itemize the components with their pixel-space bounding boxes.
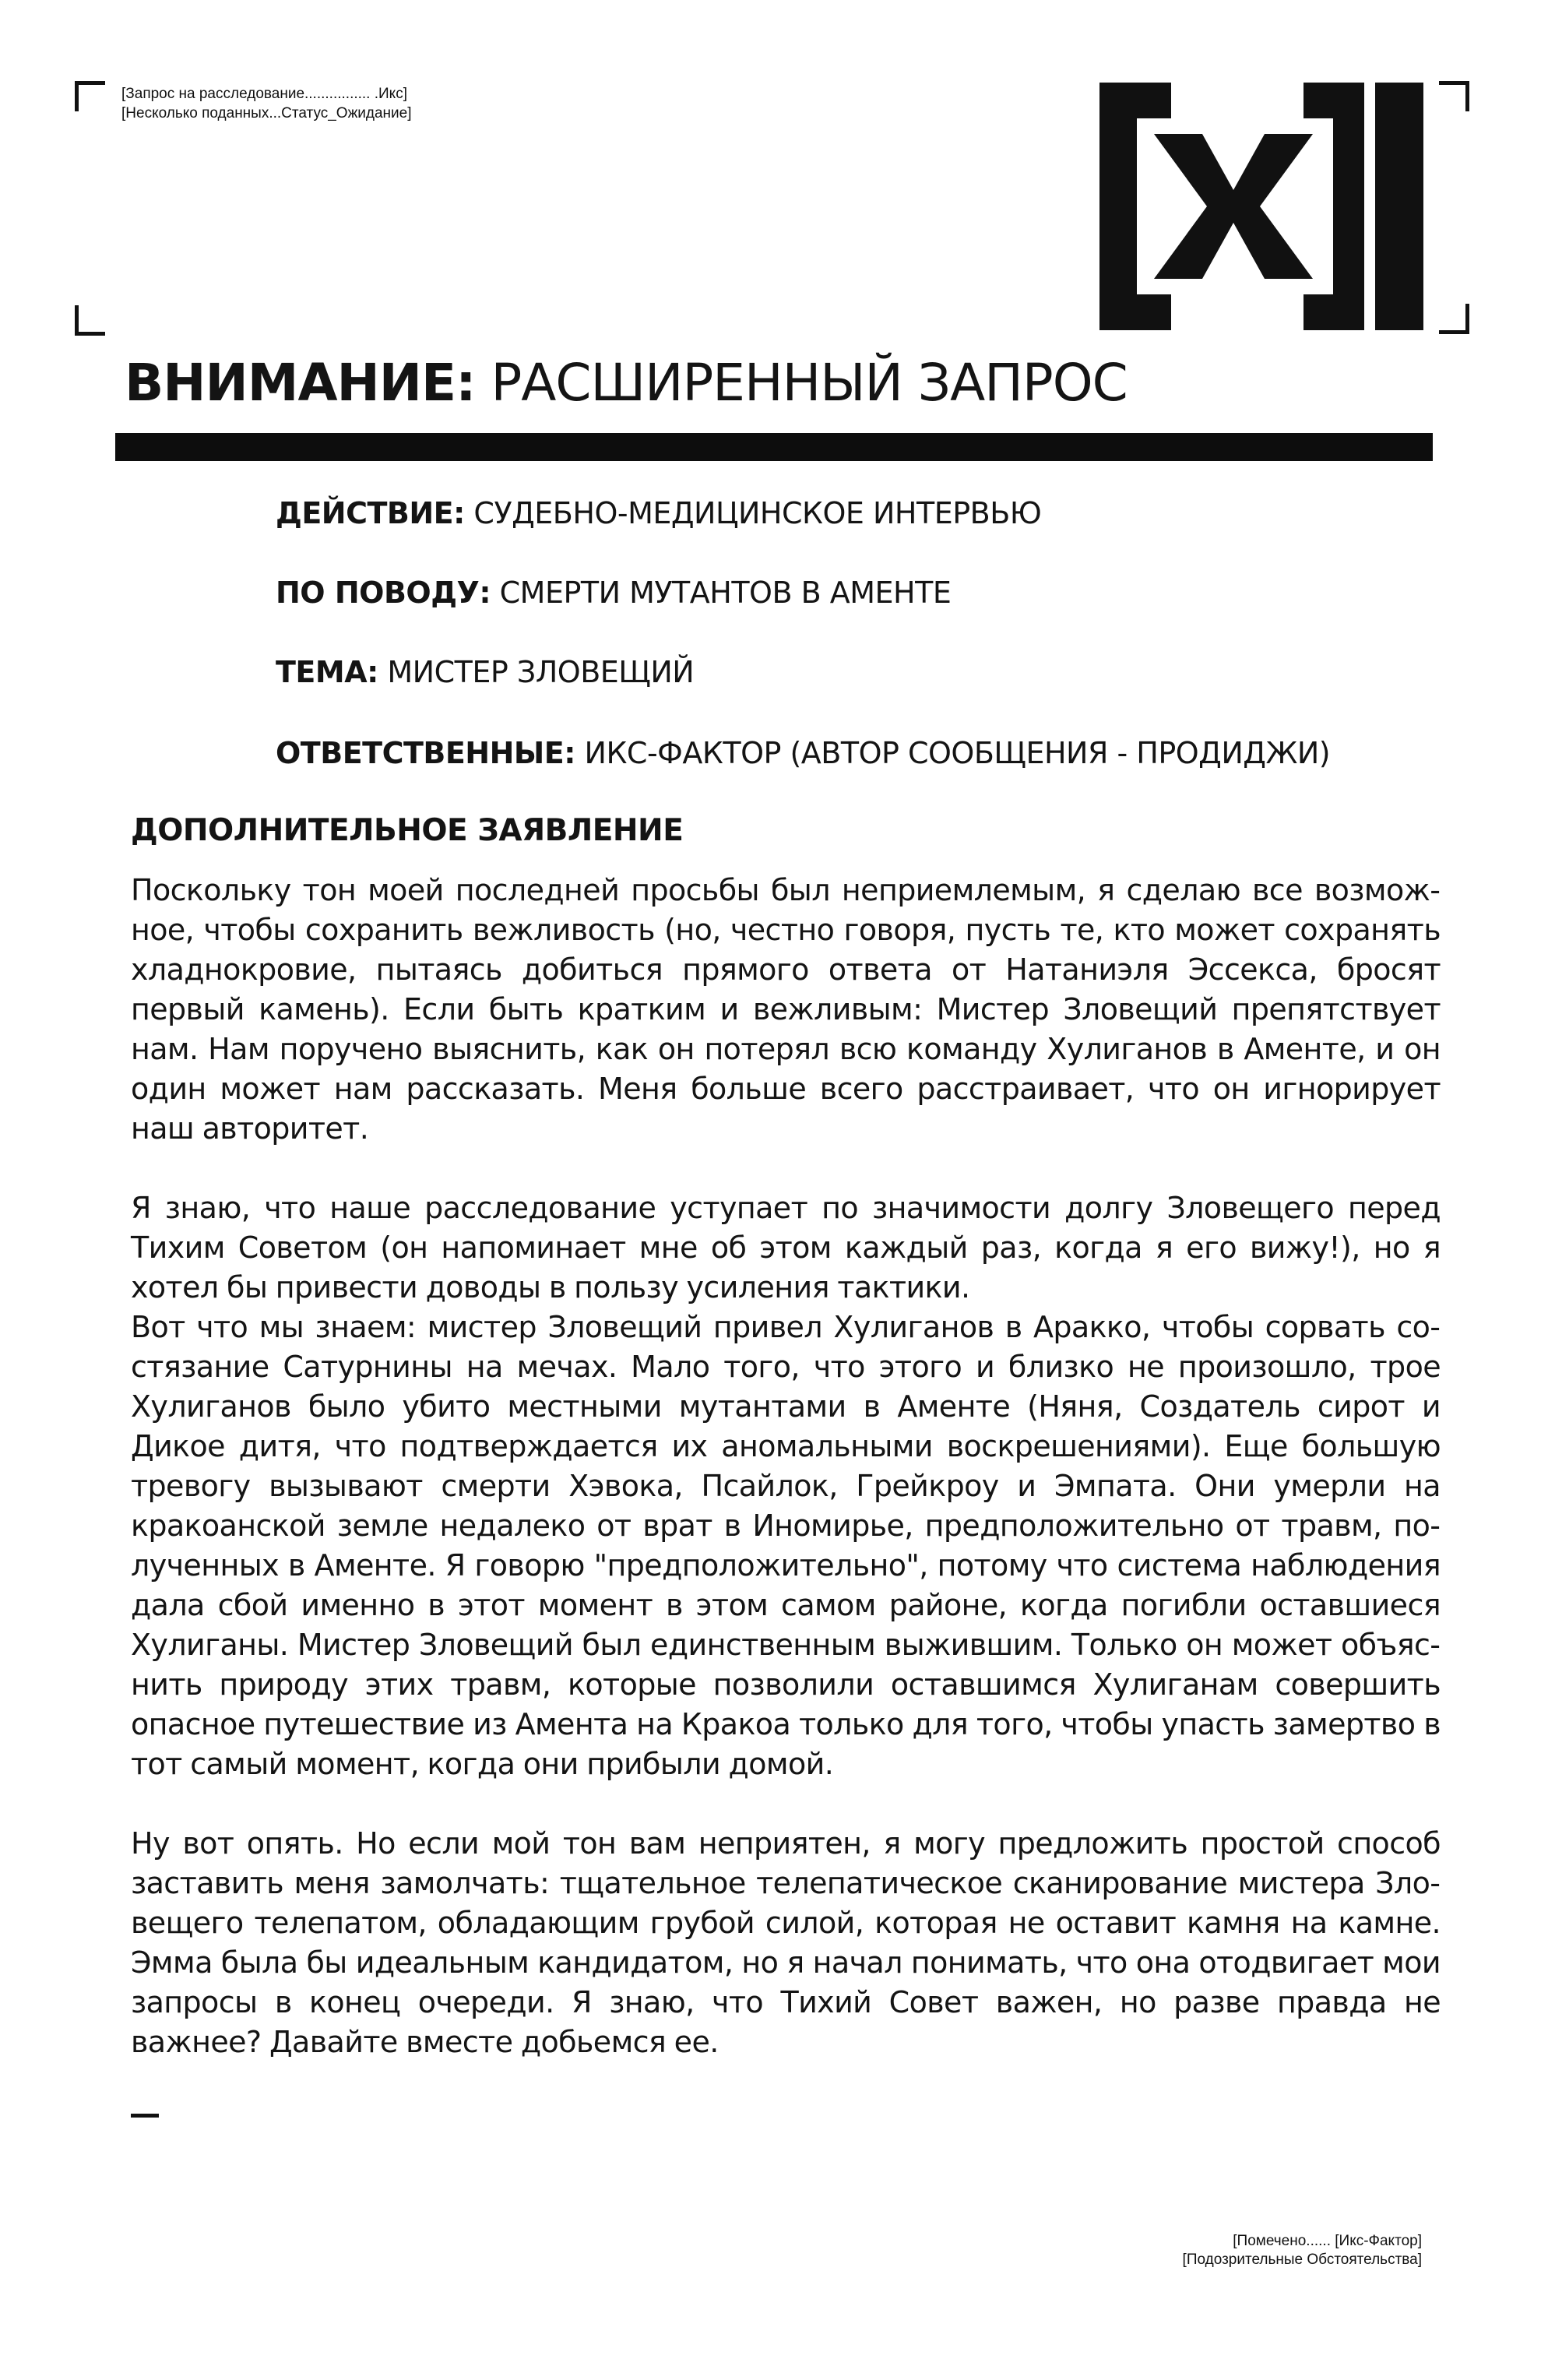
corner-bracket-top-left: [75, 81, 105, 111]
field-value: ИКС-ФАКТОР (АВТОР СООБЩЕНИЯ - ПРОДИДЖИ): [575, 736, 1331, 770]
field-regarding: [276, 573, 951, 612]
field-value: СМЕРТИ МУТАНТОВ В АМЕНТЕ: [491, 576, 952, 610]
corner-bracket-bottom-left: [75, 305, 105, 336]
field-label: ПО ПОВОДУ:: [276, 576, 491, 610]
field-label: ДЕЙСТВИЕ:: [276, 496, 465, 530]
title-keyword: ВНИМАНИЕ:: [125, 353, 476, 413]
title-rest: РАСШИРЕННЫЙ ЗАПРОС: [475, 353, 1128, 413]
footer-line-circumstances: [Подозрительные Обстоятельства]: [1182, 2251, 1422, 2268]
field-value: МИСТЕР ЗЛОВЕЩИЙ: [378, 655, 695, 689]
statement-paragraph: Я знаю, что наше расследование уступает по значимости долгу Зловещего перед Тихим Советом (он напоминает мне об этом каждый раз, когда я его вижу!), но я хотел бы привести доводы в пользу усиления тактики.: [131, 1191, 1441, 1304]
statement-paragraph: Вот что мы знаем: мистер Зловещий привел Хулиганов в Аракко, чтобы сорвать состязание Сатурнины на мечах. Мало того, что этого и близко не произошло, трое Хулиганов было убито местными мутантами в Аменте (Няня, Создатель сирот и Дикое дитя, что подтверждается их аномальными воскрешениями). Еще большую тревогу вызывают смерти Хэвока, Псайлок, Грейкроу и Эмпата. Они умерли на кракоанской земле недалеко от врат в Иномирье, предположительно от травм, полученных в Аменте. Я говорю "предположительно", потому что система наблюдения дала сбой именно в этот момент в этом самом районе, когда погибли оставшиеся Хулиганы. Мистер Зловещий был единственным выжившим. Только он может объяснить природу этих травм, которые позволили оставшимся Хулиганам совершить опасное путешествие из Амента на Кракоа только для того, чтобы упасть замертво в тот самый момент, когда они прибыли домой.: [131, 1310, 1441, 1781]
statement-paragraph: Ну вот опять. Но если мой тон вам неприятен, я могу предложить простой способ заставить меня замолчать: тщательное телепатическое сканирование мистера Зловещего телепатом, обладающим грубой силой, которая не оставит камня на камне. Эмма была бы идеальным кандидатом, но я начал понимать, что она отодвигает мои запросы в конец очереди. Я знаю, что Тихий Совет важен, но разве правда не важнее? Давайте вместе добьемся ее.: [131, 1826, 1441, 2059]
footer-meta: [1183, 2232, 1422, 2269]
x-factor-logo-icon: [1099, 83, 1423, 330]
statement-heading: ДОПОЛНИТЕЛЬНОЕ ЗАЯВЛЕНИЕ: [131, 813, 684, 848]
field-value: СУДЕБНО-МЕДИЦИНСКОЕ ИНТЕРВЬЮ: [464, 496, 1042, 530]
page-title: [125, 352, 1128, 414]
corner-bracket-top-right: [1439, 81, 1469, 111]
meta-line-status: [Несколько поданных...Статус_Ожидание]: [121, 105, 412, 121]
header-meta: [121, 84, 412, 123]
field-responsible: [276, 734, 1330, 773]
signature-dash: [131, 2114, 159, 2118]
field-subject: [276, 653, 694, 692]
footer-line-flagged: [Помечено...... [Икс-Фактор]: [1233, 2233, 1422, 2249]
field-label: ТЕМА:: [276, 655, 378, 689]
title-underline-bar: [115, 433, 1433, 461]
meta-line-request: [Запрос на расследование................ .Икс]: [121, 86, 407, 102]
statement-paragraph: Поскольку тон моей последней просьбы был неприемлемым, я сделаю все возможное, чтобы сохранить вежливость (но, честно говоря, пусть те, кто может сохранять хладнокровие, пытаясь добиться прямого ответа от Натаниэля Эссекса, бросят первый камень). Если быть кратким и вежливым: Мистер Зловещий препятствует нам. Нам поручено выяснить, как он потерял всю команду Хулиганов в Аменте, и он один может нам рассказать. Меня больше всего расстраивает, что он игнорирует наш авторитет.: [131, 873, 1441, 1146]
field-action: [276, 494, 1041, 533]
field-label: ОТВЕТСТВЕННЫЕ:: [276, 736, 575, 770]
corner-bracket-bottom-right: [1439, 304, 1469, 334]
statement-body: [131, 871, 1441, 2062]
